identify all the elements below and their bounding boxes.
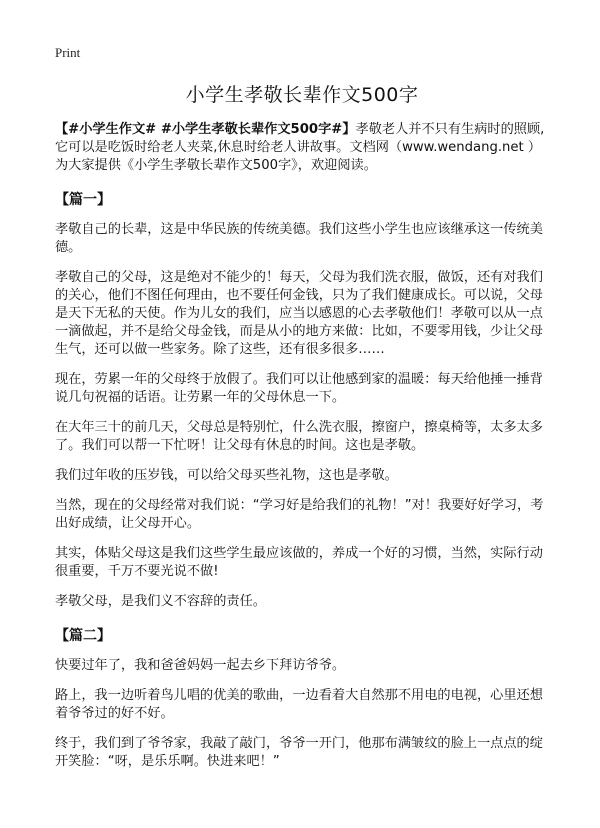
intro-text: 孝敬老人并不只有生病时的照顾,它可以是吃饭时给老人夹菜,休息时给老人讲故事。文档网（www.wendang.net ）为大家提供《小学生孝敬长辈作文500字》，欢迎阅读。 xyxy=(55,122,545,173)
paragraph: 孝敬父母，是我们义不容辞的责任。 xyxy=(55,594,266,609)
document-body xyxy=(55,80,549,783)
paragraph: 孝敬自己的父母，这是绝对不能少的！每天，父母为我们洗衣服，做饭，还有对我们的关心，他们不图任何理由，也不要任何金钱，只为了我们健康成长。可以说，父母是天下无私的天使。作为儿女的我们，应当以感恩的心去孝敬他们！孝敬可以从一点一滴做起，并不是给父母金钱，而是从小的地方来做：比如，不要零用钱，少让父母生气，还可以做一些家务。除了这些，还有很多很多…… xyxy=(55,270,543,357)
section-heading-1: 【篇一】 xyxy=(55,192,111,208)
intro-paragraph xyxy=(55,121,549,175)
paragraph: 其实，体贴父母这是我们这些学生最应该做的，养成一个好的习惯，当然，实际行动很重要，千万不要光说不做! xyxy=(55,546,543,579)
intro-tags: 【#小学生作文# #小学生孝敬长辈作文500字#】 xyxy=(55,122,356,137)
paragraph: 在大年三十的前几天，父母总是特别忙，什么洗衣服，擦窗户，擦桌椅等，太多太多了。我们可以帮一下忙呀！让父母有休息的时间。这也是孝敬。 xyxy=(55,420,543,453)
document-title: 小学生孝敬长辈作文500字 xyxy=(185,84,419,106)
paragraph: 路上，我一边听着鸟儿唱的优美的歌曲，一边看着大自然那不用电的电视，心里还想着爷爷过的好不好。 xyxy=(55,688,543,721)
paragraph: 快要过年了，我和爸爸妈妈一起去乡下拜访爷爷。 xyxy=(55,658,346,673)
paragraph: 当然，现在的父母经常对我们说：“学习好是给我们的礼物！”对！我要好好学习，考出好成绩，让父母开心。 xyxy=(55,498,544,531)
section-heading-2: 【篇二】 xyxy=(55,628,111,644)
print-label: Print xyxy=(55,45,81,60)
paragraph: 现在，劳累一年的父母终于放假了。我们可以让他感到家的温暖：每天给他捶一捶背说几句祝福的话语。让劳累一年的父母休息一下。 xyxy=(55,372,543,405)
paragraph: 我们过年收的压岁钱，可以给父母买些礼物，这也是孝敬。 xyxy=(55,468,398,483)
paragraph: 终于，我们到了爷爷家，我敲了敲门，爷爷一开门，他那布满皱纹的脸上一点点的绽开笑脸：“呀，是乐乐啊。快进来吧！” xyxy=(55,736,543,769)
paragraph: 孝敬自己的长辈，这是中华民族的传统美德。我们这些小学生也应该继承这一传统美德。 xyxy=(55,222,543,255)
